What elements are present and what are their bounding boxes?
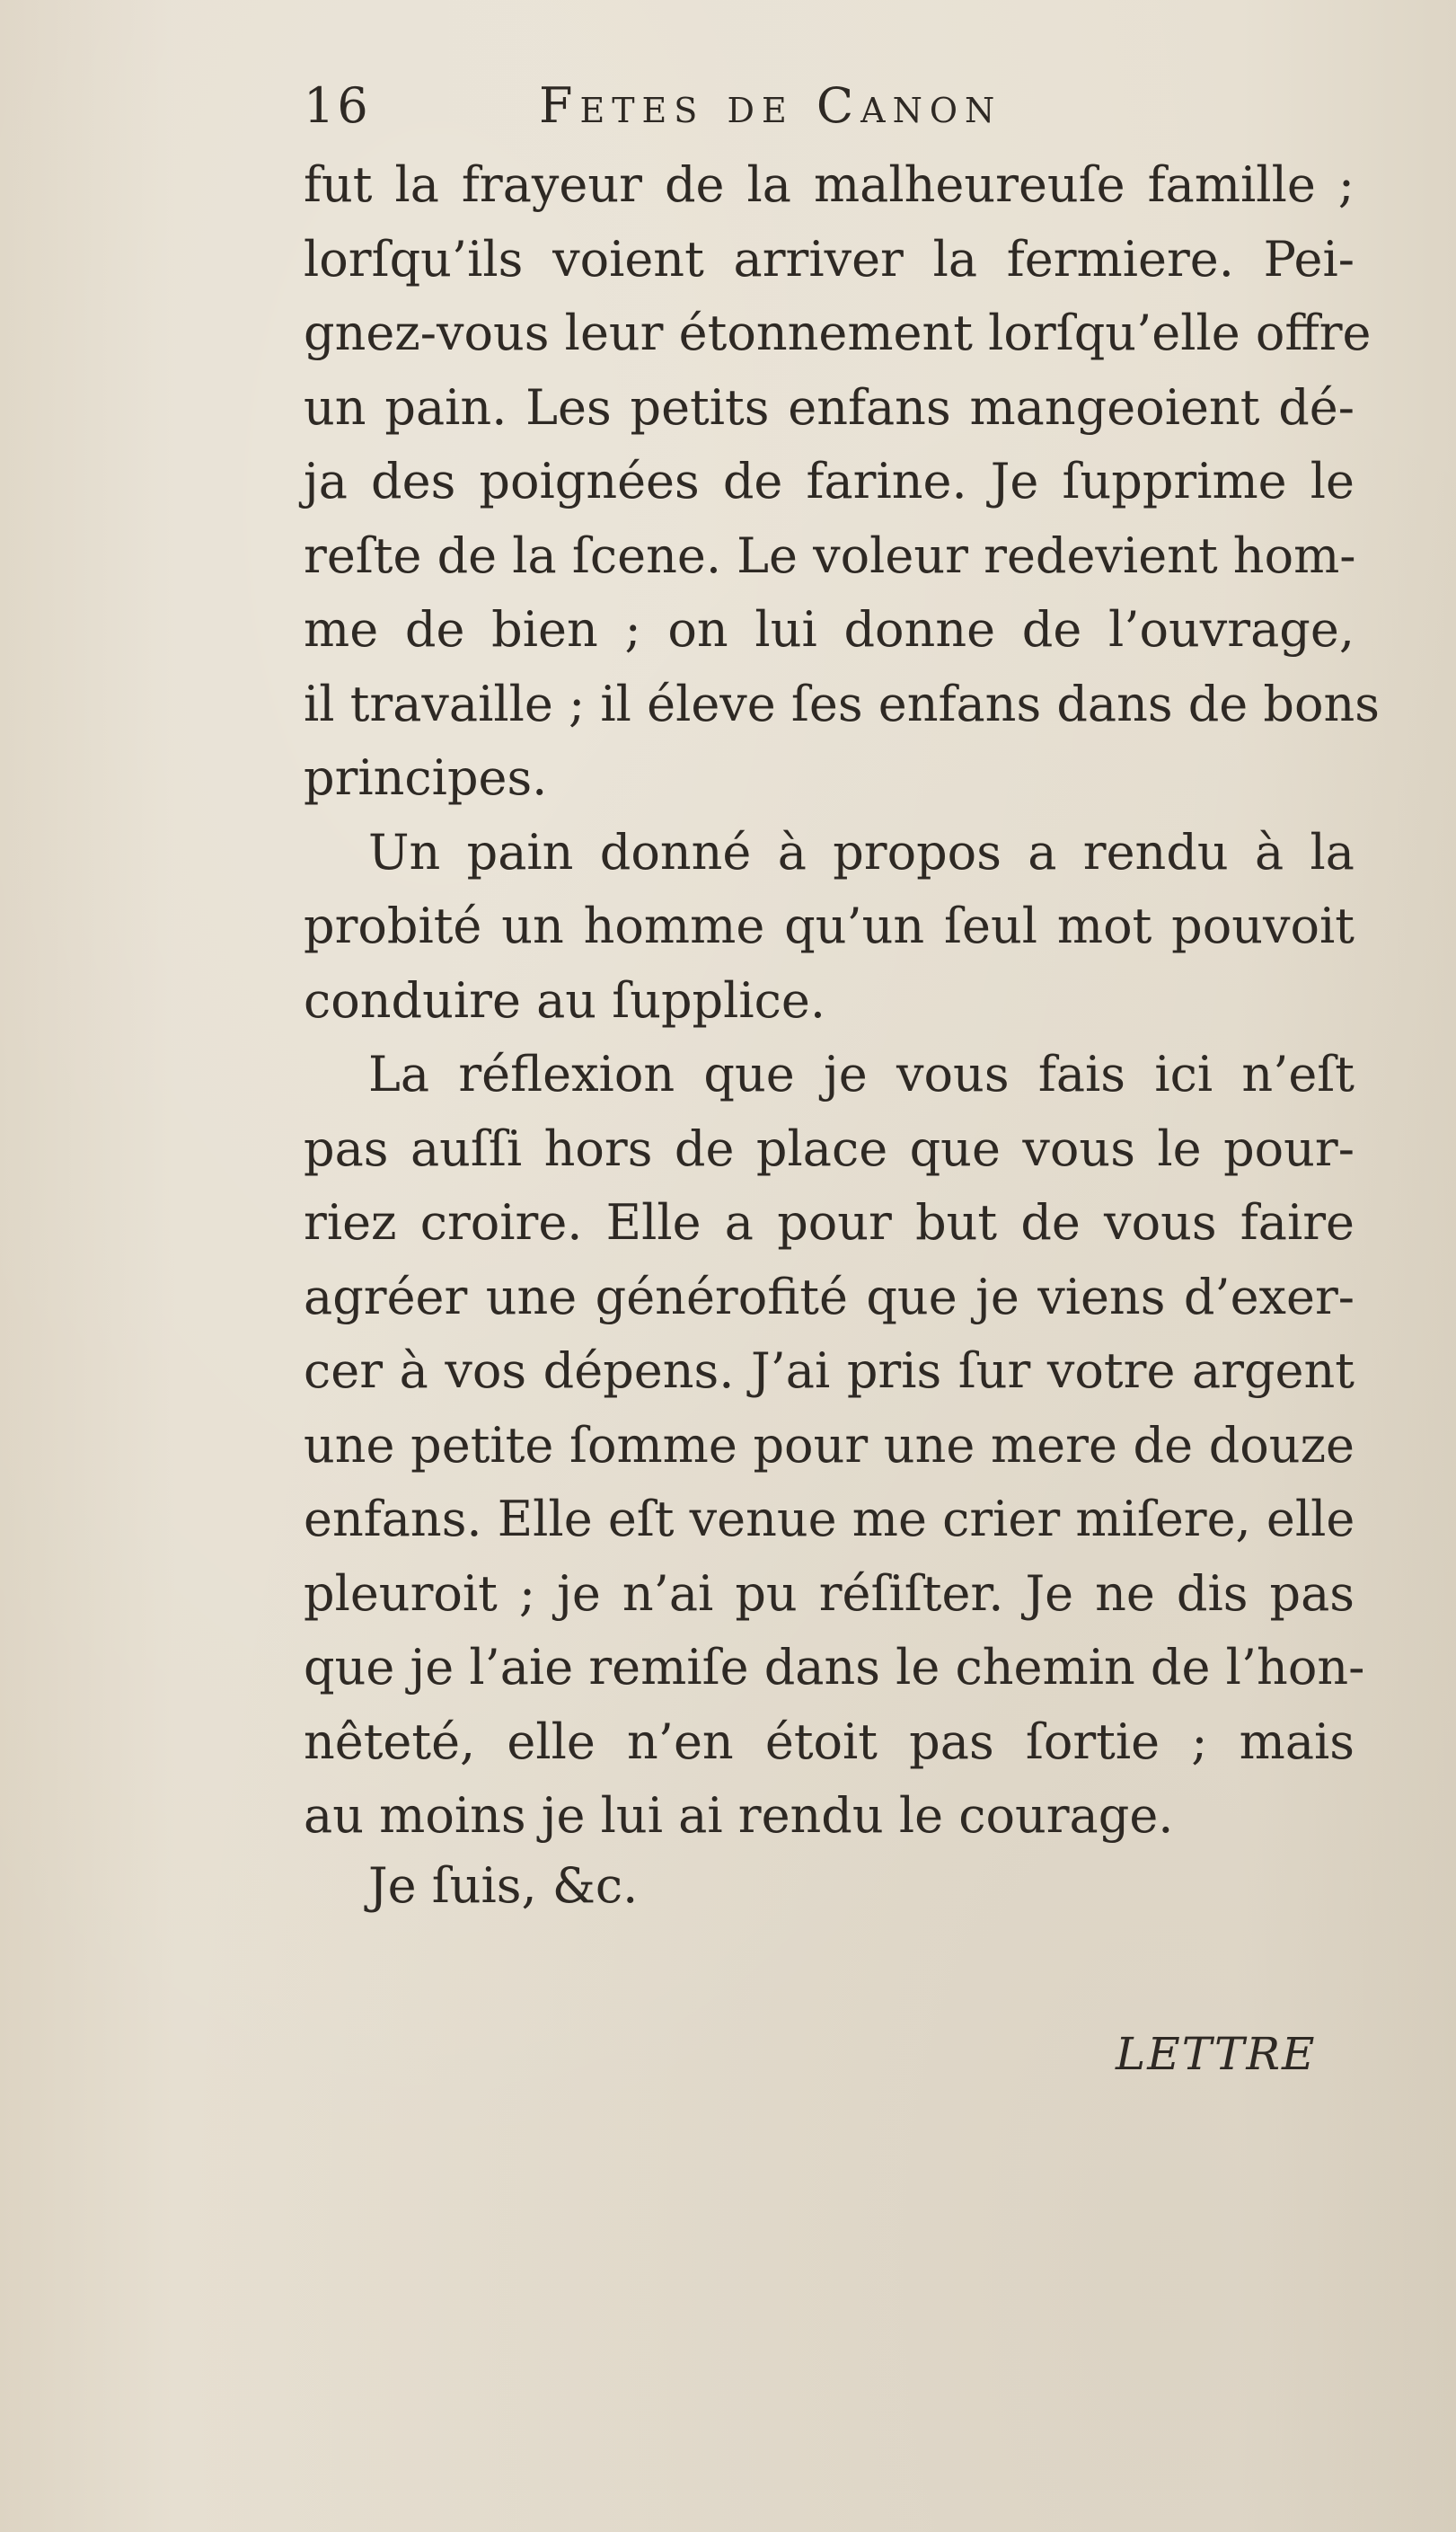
text-line: principes. [304, 749, 548, 806]
letter-closing: Je ſuis, &c. [368, 1857, 639, 1914]
text-line: reſte de la ſcene. Le voleur redevient hom- [304, 527, 1356, 584]
text-line: nêteté, elle n’en étoit pas ſortie ; mais [304, 1713, 1355, 1770]
running-title: Fetes de Canon [539, 77, 1002, 134]
text-line: il travaille ; il éleve ſes enfans dans de bons [304, 675, 1380, 732]
text-line: un pain. Les petits enfans mangeoient dé- [304, 378, 1355, 436]
body-text [304, 148, 1380, 1854]
text-line: riez croire. Elle a pour but de vous faire [304, 1194, 1355, 1251]
text-line: fut la frayeur de la malheureuſe famille ; [304, 156, 1355, 213]
text-line: au moins je lui ai rendu le courage. [304, 1787, 1174, 1844]
text-line: que je l’aie remiſe dans le chemin de l’hon- [304, 1639, 1365, 1695]
page-number: 16 [304, 77, 371, 134]
text-line: La réflexion que je vous fais ici n’eſt [368, 1046, 1355, 1102]
text-line: Un pain donné à propos a rendu à la [368, 823, 1355, 881]
text-line: enfans. Elle eſt venue me crier miſere, elle [304, 1491, 1355, 1547]
text-line: agréer une générofité que je viens d’exer- [304, 1268, 1355, 1325]
text-line: une petite ſomme pour une mere de douze [304, 1416, 1355, 1474]
text-line: conduire au ſupplice. [304, 971, 826, 1029]
text-line: pleuroit ; je n’ai pu réſiſter. Je ne dis pas [304, 1564, 1355, 1622]
catchword: LETTRE [1116, 2028, 1317, 2080]
page-header [304, 70, 1202, 142]
text-line: pas auſſi hors de place que vous le pour- [304, 1120, 1355, 1177]
text-line: probité un homme qu’un ſeul mot pouvoit [304, 898, 1355, 954]
text-line: ja des poignées de farine. Je ſupprime le [304, 453, 1355, 509]
text-line: gnez-vous leur étonnement lorſqu’elle offre [304, 305, 1372, 361]
text-line: me de bien ; on lui donne de l’ouvrage, [304, 601, 1355, 658]
text-line: cer à vos dépens. J’ai pris ſur votre argent [304, 1342, 1355, 1399]
text-line: lorſqu’ils voient arriver la fermiere. Pei- [304, 230, 1355, 288]
